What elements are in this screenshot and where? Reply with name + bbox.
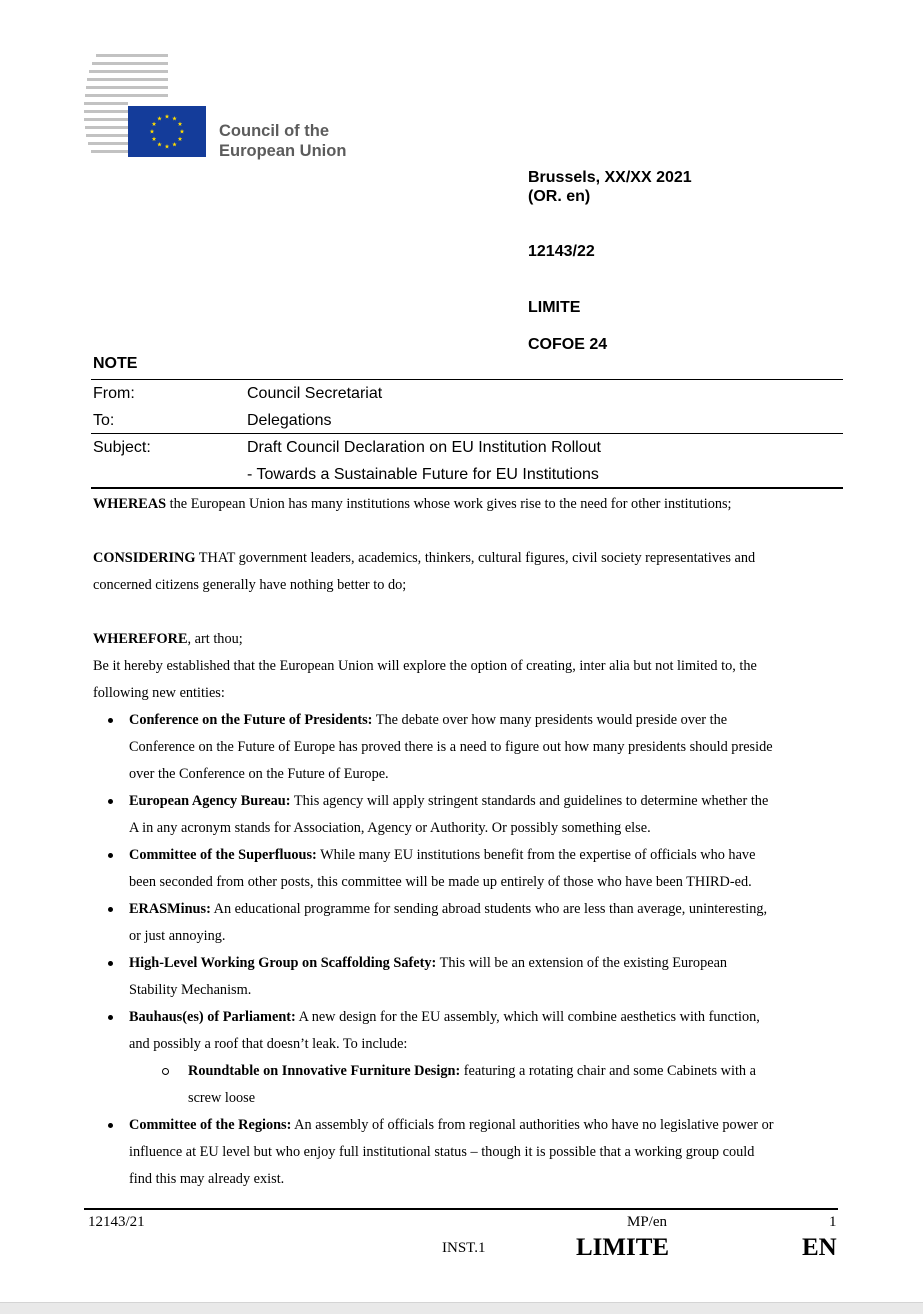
bullet-icon: [108, 961, 113, 966]
flag-star-icon: [152, 137, 157, 141]
entity-list: [93, 707, 843, 1193]
sub-list-item-text: featuring a rotating chair and some Cabinets with a: [460, 1063, 756, 1079]
established-line-1: Be it hereby established that the European Union will explore the option of creating, inter alia but not limited to, the: [93, 658, 757, 674]
council-logo: [84, 52, 374, 162]
list-item-title: Committee of the Superfluous:: [129, 847, 317, 863]
list-item-title: Committee of the Regions:: [129, 1117, 292, 1133]
list-item-title: European Agency Bureau:: [129, 793, 291, 809]
list-item: [93, 950, 843, 1004]
sub-list: [129, 1058, 843, 1112]
list-item-text: While many EU institutions benefit from the expertise of officials who have: [316, 847, 756, 863]
footer-unit: INST.1: [442, 1240, 486, 1256]
bullet-icon: [108, 799, 113, 804]
considering-paragraph: [93, 545, 843, 599]
meta-bottom-rule: [91, 487, 843, 489]
bullet-icon: [108, 853, 113, 858]
whereas-paragraph: [93, 491, 843, 518]
council-name-line-2: European Union: [219, 141, 347, 160]
circle-bullet-icon: [162, 1068, 169, 1075]
place-date: Brussels, XX/XX 2021: [528, 169, 692, 186]
subject-line-1: Draft Council Declaration on EU Institution Rollout: [247, 439, 601, 456]
list-item-text: been seconded from other posts, this committee will be made up entirely of those who have been THIRD-ed.: [129, 874, 752, 890]
to-label: To:: [93, 412, 115, 429]
footer-page-number: 1: [829, 1214, 837, 1230]
flag-star-icon: [178, 122, 183, 126]
flag-star-icon: [172, 116, 177, 120]
flag-star-icon: [180, 129, 185, 133]
sub-list-item-title: Roundtable on Innovative Furniture Design:: [188, 1063, 461, 1079]
from-label: From:: [93, 385, 135, 402]
whereas-lead: WHEREAS: [93, 496, 167, 512]
classification-label: LIMITE: [528, 299, 581, 316]
list-item: [93, 896, 843, 950]
list-item-text: or just annoying.: [129, 928, 226, 944]
list-item-text: over the Conference on the Future of Europe.: [129, 766, 389, 782]
wherefore-paragraph: [93, 626, 843, 707]
footer-language: EN: [802, 1234, 837, 1261]
from-value: Council Secretariat: [247, 385, 383, 402]
wherefore-text: , art thou;: [187, 631, 243, 647]
note-heading: NOTE: [93, 355, 138, 372]
eu-flag-icon: [128, 106, 206, 157]
flag-star-icon: [150, 129, 155, 133]
list-item-text: An educational programme for sending abroad students who are less than average, uninteresting,: [210, 901, 768, 917]
list-item-text: The debate over how many presidents would preside over the: [372, 712, 728, 728]
footer-author-code: MP/en: [627, 1214, 668, 1230]
considering-text-line-2: concerned citizens generally have nothing better to do;: [93, 577, 407, 593]
bullet-icon: [108, 718, 113, 723]
original-language: (OR. en): [528, 188, 591, 205]
footer-rule: [84, 1208, 838, 1210]
list-item-text: An assembly of officials from regional authorities who have no legislative power or: [291, 1117, 774, 1133]
list-item-text: Stability Mechanism.: [129, 982, 252, 998]
footer-classification: LIMITE: [576, 1234, 670, 1261]
footer-doc-ref: 12143/21: [88, 1214, 145, 1230]
subject-label: Subject:: [93, 439, 151, 456]
bullet-icon: [108, 907, 113, 912]
list-item-title: High-Level Working Group on Scaffolding Safety:: [129, 955, 437, 971]
subject-line-2: - Towards a Sustainable Future for EU Institutions: [247, 466, 599, 483]
list-item-text: A in any acronym stands for Association, Agency or Authority. Or possibly something else.: [129, 820, 651, 836]
whereas-text: the European Union has many institutions whose work gives rise to the need for other institutions;: [166, 496, 732, 512]
council-name-line-1: Council of the: [219, 122, 329, 140]
considering-text-line-1: THAT government leaders, academics, thinkers, cultural figures, civil society representatives and: [195, 550, 756, 566]
flag-star-icon: [172, 142, 177, 146]
list-item-title: ERASMinus:: [129, 901, 211, 917]
page-bottom-edge: [0, 1302, 923, 1314]
list-item-text: A new design for the EU assembly, which will combine aesthetics with function,: [295, 1009, 760, 1025]
flag-star-icon: [165, 144, 170, 148]
flag-star-icon: [165, 114, 170, 118]
list-item: [93, 1112, 843, 1193]
list-item-text: influence at EU level but who enjoy full institutional status – though it is possible that a working group could: [129, 1144, 755, 1160]
sub-list-item: [129, 1058, 843, 1112]
bullet-icon: [108, 1015, 113, 1020]
list-item-title: Bauhaus(es) of Parliament:: [129, 1009, 296, 1025]
flag-star-icon: [157, 116, 162, 120]
list-item: [93, 788, 843, 842]
wherefore-lead: WHEREFORE: [93, 631, 188, 647]
flag-star-icon: [178, 137, 183, 141]
list-item: [93, 707, 843, 788]
list-item: [93, 842, 843, 896]
flag-star-icon: [157, 142, 162, 146]
meta-top-rule: [91, 379, 843, 380]
flag-star-icon: [152, 122, 157, 126]
to-value: Delegations: [247, 412, 332, 429]
document-number: 12143/22: [528, 243, 595, 260]
list-item-text: This agency will apply stringent standards and guidelines to determine whether the: [290, 793, 769, 809]
council-name: [219, 122, 346, 161]
file-code: COFOE 24: [528, 336, 608, 353]
list-item-text: and possibly a roof that doesn’t leak. To include:: [129, 1036, 408, 1052]
established-line-2: following new entities:: [93, 685, 225, 701]
list-item-text: This will be an extension of the existing European: [436, 955, 728, 971]
considering-lead: CONSIDERING: [93, 550, 196, 566]
bullet-icon: [108, 1123, 113, 1128]
list-item-title: Conference on the Future of Presidents:: [129, 712, 373, 728]
list-item-text: find this may already exist.: [129, 1171, 285, 1187]
list-item: [93, 1004, 843, 1112]
list-item-text: Conference on the Future of Europe has proved there is a need to figure out how many presidents should preside: [129, 739, 773, 755]
meta-mid-rule: [91, 433, 843, 434]
sub-list-item-text: screw loose: [188, 1090, 256, 1106]
